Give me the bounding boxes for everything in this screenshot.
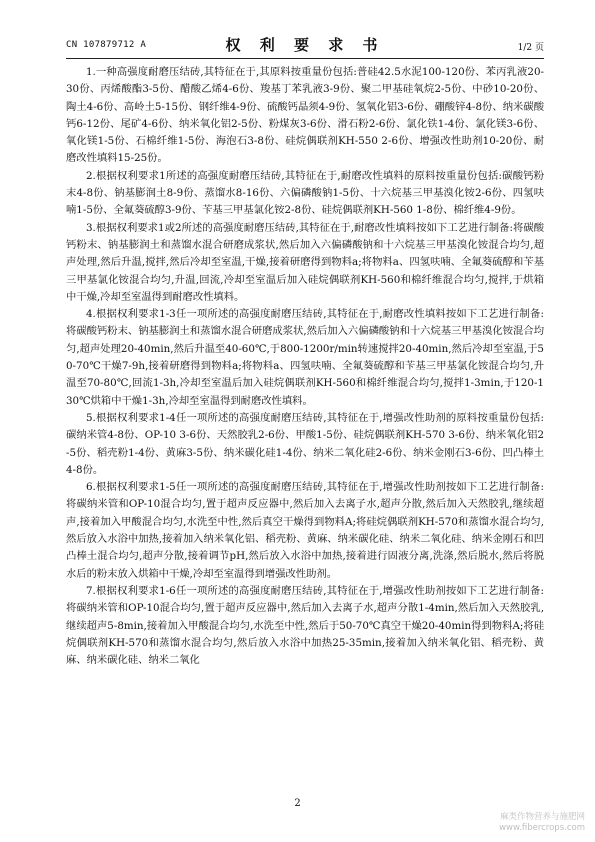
claims-body: [66, 64, 544, 669]
page-indicator: 1/2 页: [517, 43, 544, 53]
header-divider: [66, 58, 544, 59]
publication-number: CN 107879712 A: [66, 40, 147, 50]
claim-2: 2.根据权利要求1所述的高强度耐磨压结砖,其特征在于,耐磨改性填料的原料按重量份包括:碳酸钙粉末4-8份、钠基膨润土8-9份、蒸馏水8-16份、六偏磷酸钠1-5份、十六烷基三甲基溴化铵2-6份、四氢呋喃1-5份、全氟葵硫醇3-9份、苄基三甲基氯化铵2-8份、硅烷偶联剂KH-560 1-8份、棉纤维4-9份。: [66, 169, 544, 217]
page-number: 2: [294, 798, 301, 809]
claim-5: 5.根据权利要求1-4任一项所述的高强度耐磨压结砖,其特征在于,增强改性助剂的原料按重量份包括:碳纳米管4-8份、OP-10 3-6份、天然胶乳2-6份、甲酸1-5份、硅烷偶联剂KH-570 3-6份、纳米氧化铝2-5份、稻壳粉1-4份、黄麻3-5份、纳米碳化硅1-4份、纳米二氧化硅2-6份、纳米金刚石3-6份、凹凸棒土4-8份。: [66, 411, 544, 476]
claim-6: 6.根据权利要求1-5任一项所述的高强度耐磨压结砖,其特征在于,增强改性助剂按如下工艺进行制备:将碳纳米管和OP-10混合均匀,置于超声反应器中,然后加入去离子水,超声分散,然后加入天然胶乳,继续超声,接着加入甲酸混合均匀,水洗至中性,然后真空干燥得到物料A;将硅烷偶联剂KH-570和蒸馏水混合均匀,然后放入水浴中加热,接着加入纳米氧化铝、稻壳粉、黄麻、纳米碳化硅、纳米二氧化硅、纳米金刚石和凹凸棒土混合均匀,超声分散,接着调节pH,然后放入水浴中加热,接着进行固液分离,洗涤,然后脱水,然后将脱水后的粉末放入烘箱中干燥,冷却至室温得到增强改性助剂。: [66, 481, 544, 580]
claim-4: 4.根据权利要求1-3任一项所述的高强度耐磨压结砖,其特征在于,耐磨改性填料按如下工艺进行制备:将碳酸钙粉末、钠基膨润土和蒸馏水混合研磨成浆状,然后加入六偏磷酸钠和十六烷基三甲基溴化铵混合均匀,超声处理20-40min,然后升温至40-60℃,于800-1200r/min转速搅拌20-40min,然后冷却至室温,于50-70℃干燥7-9h,接着研磨得到物料a;将物料a、四氢呋喃、全氟葵硫醇和苄基三甲基氯化铵混合均匀,升温至70-80℃,回流1-3h,冷却至室温后加入硅烷偶联剂KH-560和棉纤维混合均匀,搅拌1-3min,于120-130℃烘箱中干燥1-3h,冷却至室温得到耐磨改性填料。: [66, 308, 544, 407]
claim-1: 1.一种高强度耐磨压结砖,其特征在于,其原料按重量份包括:普硅42.5水泥100-120份、苯丙乳液20-30份、丙烯酸酯3-5份、醋酸乙烯4-6份、羧基丁苯乳液3-9份、聚二甲基硅氧烷2-5份、中砂10-20份、陶土4-6份、高岭土5-15份、钢纤维4-9份、硫酸钙晶须4-9份、氢氧化铝3-6份、硼酸锌4-8份、纳米碳酸钙6-12份、尾矿4-6份、纳米氧化铝2-5份、粉煤灰3-6份、滑石粉2-6份、氯化铁1-4份、氯化镁3-6份、氧化镁1-5份、石棉纤维1-5份、海泡石3-8份、硅烷偶联剂KH-550 2-6份、增强改性助剂10-20份、耐磨改性填料15-25份。: [66, 66, 544, 165]
watermark-url: www.fibercrops.com: [499, 823, 585, 833]
document-title: 权 利 要 求 书: [225, 36, 385, 54]
page-header: [66, 34, 544, 56]
site-watermark: [499, 812, 585, 834]
watermark-name: 麻类作物营养与施肥网: [499, 812, 585, 822]
claim-7: 7.根据权利要求1-6任一项所述的高强度耐磨压结砖,其特征在于,增强改性助剂按如下工艺进行制备:将碳纳米管和OP-10混合均匀,置于超声反应器中,然后加入去离子水,超声分散1-4min,然后加入天然胶乳,继续超声5-8min,接着加入甲酸混合均匀,水洗至中性,然后于50-70℃真空干燥20-40min得到物料A;将硅烷偶联剂KH-570和蒸馏水混合均匀,然后放入水浴中加热25-35min,接着加入纳米氧化铝、稻壳粉、黄麻、纳米碳化硅、纳米二氧化: [66, 584, 544, 667]
claim-3: 3.根据权利要求1或2所述的高强度耐磨压结砖,其特征在于,耐磨改性填料按如下工艺进行制备:将碳酸钙粉末、钠基膨润土和蒸馏水混合研磨成浆状,然后加入六偏磷酸钠和十六烷基三甲基溴化铵混合均匀,超声处理,然后升温,搅拌,然后冷却至室温,干燥,接着研磨得到物料a;将物料a、四氢呋喃、全氟葵硫醇和苄基三甲基氯化铵混合均匀,升温,回流,冷却至室温后加入硅烷偶联剂KH-560和棉纤维混合均匀,搅拌,于烘箱中干燥,冷却至室温得到耐磨改性填料。: [66, 221, 544, 303]
